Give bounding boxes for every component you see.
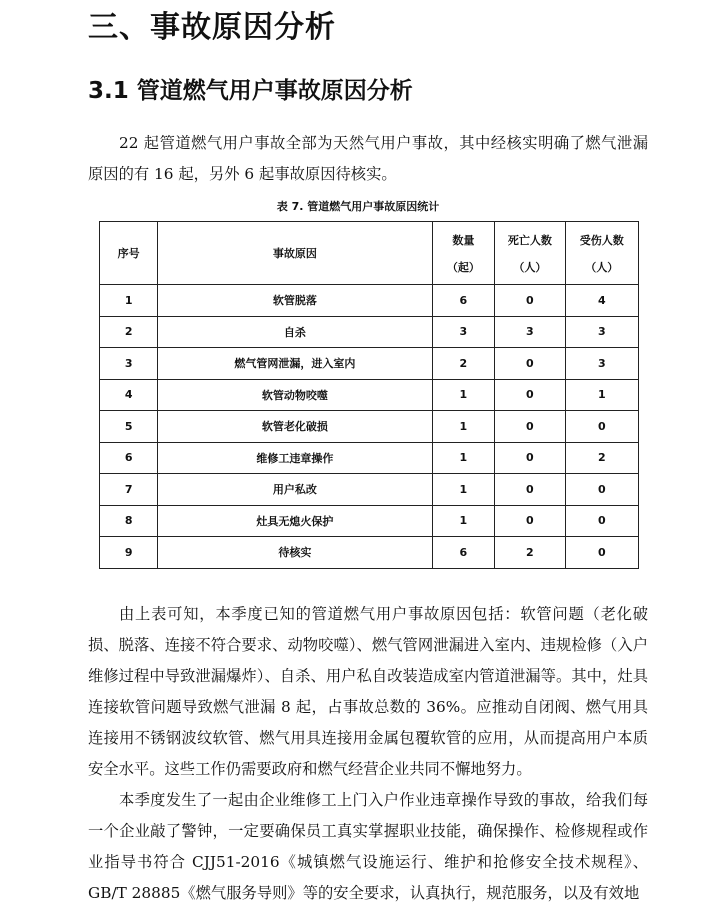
cell-count: 1 bbox=[432, 474, 495, 506]
table-header-row bbox=[100, 222, 639, 285]
cell-no: 4 bbox=[100, 379, 158, 411]
cell-injured: 3 bbox=[565, 316, 638, 348]
cell-cause: 维修工违章操作 bbox=[158, 442, 432, 474]
cell-count: 6 bbox=[432, 537, 495, 569]
header-count-line2: （起） bbox=[446, 261, 480, 274]
cell-no: 7 bbox=[100, 474, 158, 506]
cell-deaths: 3 bbox=[495, 316, 565, 348]
cell-cause: 软管动物咬噬 bbox=[158, 379, 432, 411]
cell-cause: 软管老化破损 bbox=[158, 411, 432, 443]
header-deaths bbox=[495, 222, 565, 285]
header-deaths-line2: （人） bbox=[513, 261, 547, 274]
cell-no: 5 bbox=[100, 411, 158, 443]
cell-no: 8 bbox=[100, 505, 158, 537]
cell-injured: 3 bbox=[565, 348, 638, 380]
table-row bbox=[100, 505, 639, 537]
table-row bbox=[100, 537, 639, 569]
cell-cause: 燃气管网泄漏，进入室内 bbox=[158, 348, 432, 380]
cell-cause: 软管脱落 bbox=[158, 285, 432, 317]
cell-injured: 2 bbox=[565, 442, 638, 474]
cell-injured: 1 bbox=[565, 379, 638, 411]
cell-no: 6 bbox=[100, 442, 158, 474]
header-count bbox=[432, 222, 495, 285]
cell-count: 1 bbox=[432, 505, 495, 537]
header-cause: 事故原因 bbox=[158, 222, 432, 285]
header-no: 序号 bbox=[100, 222, 158, 285]
cell-count: 1 bbox=[432, 379, 495, 411]
table-row bbox=[100, 379, 639, 411]
cell-no: 9 bbox=[100, 537, 158, 569]
section-title: 三、事故原因分析 bbox=[88, 10, 336, 45]
table-row bbox=[100, 411, 639, 443]
cell-cause: 自杀 bbox=[158, 316, 432, 348]
cell-count: 2 bbox=[432, 348, 495, 380]
warning-paragraph: 本季度发生了一起由企业维修工上门入户作业违章操作导致的事故，给我们每一个企业敲了警钟，一定要确保员工真实掌握职业技能，确保操作、检修规程或作业指导书符合 CJJ51-2016《城镇燃气设施运行、维护和抢修安全技术规程》、GB/T 28885《燃气服务导则》等的安全要求，认真执行，规范服务，以及有效地 bbox=[88, 791, 648, 902]
subsection-title: 3.1 管道燃气用户事故原因分析 bbox=[88, 78, 413, 104]
cell-deaths: 0 bbox=[495, 379, 565, 411]
table-caption: 表 7. 管道燃气用户事故原因统计 bbox=[276, 200, 440, 213]
cell-deaths: 0 bbox=[495, 474, 565, 506]
header-injured-line1: 受伤人数 bbox=[579, 234, 624, 247]
cell-deaths: 2 bbox=[495, 537, 565, 569]
table-row bbox=[100, 474, 639, 506]
cell-no: 2 bbox=[100, 316, 158, 348]
cell-injured: 0 bbox=[565, 505, 638, 537]
table-row bbox=[100, 348, 639, 380]
cell-injured: 4 bbox=[565, 285, 638, 317]
cell-deaths: 0 bbox=[495, 505, 565, 537]
cell-count: 3 bbox=[432, 316, 495, 348]
cell-cause: 灶具无熄火保护 bbox=[158, 505, 432, 537]
cell-injured: 0 bbox=[565, 474, 638, 506]
cell-deaths: 0 bbox=[495, 411, 565, 443]
analysis-paragraph: 由上表可知，本季度已知的管道燃气用户事故原因包括：软管问题（老化破损、脱落、连接不符合要求、动物咬噬）、燃气管网泄漏进入室内、违规检修（入户维修过程中导致泄漏爆炸）、自杀、用户私自改装造成室内管道泄漏等。其中，灶具连接软管问题导致燃气泄漏 8 起，占事故总数的 36%。应推动自闭阀、燃气用具连接用不锈钢波纹软管、燃气用具连接用金属包覆软管的应用，从而提高用户本质安全水平。这些工作仍需要政府和燃气经营企业共同不懈地努力。 bbox=[88, 605, 648, 778]
cell-deaths: 0 bbox=[495, 285, 565, 317]
cell-count: 1 bbox=[432, 442, 495, 474]
header-injured-line2: （人） bbox=[585, 261, 619, 274]
table-row bbox=[100, 285, 639, 317]
cell-deaths: 0 bbox=[495, 348, 565, 380]
intro-paragraph: 22 起管道燃气用户事故全部为天然气用户事故，其中经核实明确了燃气泄漏原因的有 16 起，另外 6 起事故原因待核实。 bbox=[88, 134, 648, 183]
cell-cause: 待核实 bbox=[158, 537, 432, 569]
cell-injured: 0 bbox=[565, 537, 638, 569]
cell-injured: 0 bbox=[565, 411, 638, 443]
cell-deaths: 0 bbox=[495, 442, 565, 474]
cell-cause: 用户私改 bbox=[158, 474, 432, 506]
table-row bbox=[100, 316, 639, 348]
header-injured bbox=[565, 222, 638, 285]
cell-count: 6 bbox=[432, 285, 495, 317]
cell-no: 3 bbox=[100, 348, 158, 380]
cell-no: 1 bbox=[100, 285, 158, 317]
cell-count: 1 bbox=[432, 411, 495, 443]
header-deaths-line1: 死亡人数 bbox=[507, 234, 552, 247]
header-count-line1: 数量 bbox=[452, 234, 475, 247]
table-row bbox=[100, 442, 639, 474]
accident-cause-table bbox=[99, 221, 639, 569]
